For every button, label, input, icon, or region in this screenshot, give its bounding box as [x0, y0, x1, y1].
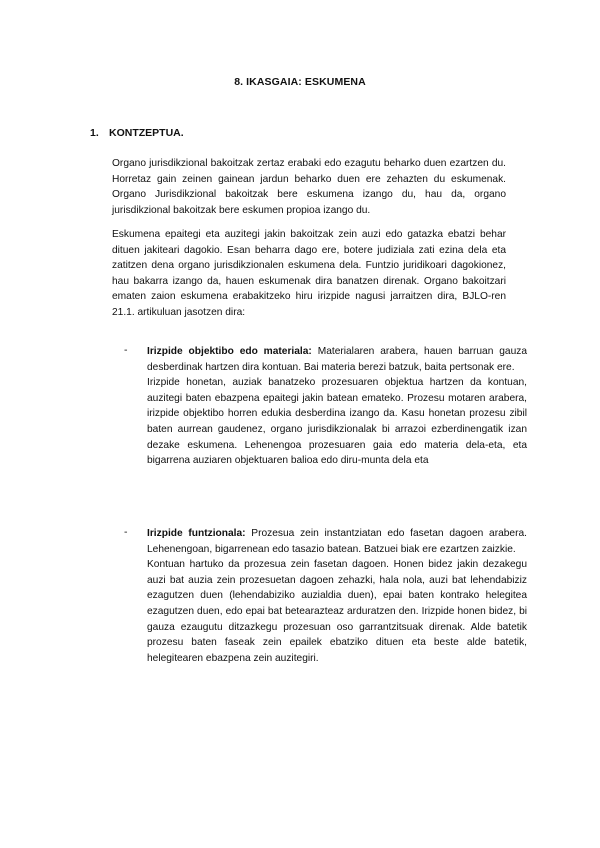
bullet-label: Irizpide funtzionala:: [147, 528, 246, 539]
document-title: 8. IKASGAIA: ESKUMENA: [234, 76, 366, 88]
bullet-detail: Irizpide honetan, auziak banatzeko prozesuaren objektua hartzen da kontuan, auzitegi baten ebazpena epaitegi jakin batean emateko. Prozesu motaren arabera, irizpide objektibo horren edukia desberdina izango da. Kasu honetan prozesu zibil baten aurrean gaudenez, organo jurisdikzionalak bi arrazoi ezberdinengatik izan dezake eskumena. Lehenengoa prozesuaren gaia edo materia dela-eta, eta bigarrena auziaren objektuaren balioa edo diru-munta dela eta: [147, 377, 527, 467]
bullet-item-functional-criterion: [147, 526, 527, 666]
bullet-detail: Kontuan hartuko da prozesua zein fasetan dagoen. Honen bidez jakin dezakegu auzi bat auzia zein prozesuetan dagoen zehazki, hala nola, auzi bat lehendabiziz ezagutzen duen (lehendabiziko auzialdia duen), epai baten kontrako helegitea ezagutzen duen, edo epai bat betearazteaz arduratzen den. Irizpide honen bidez, bi gauza ezaugutu ditzazkegu prozesuan oso garrantzitsuak direnak. Alde batetik prozesu baten faseak zein epailek ebatziko dituen eta beste alde batetik, helegitearen ebazpena zein auzitegiri.: [147, 559, 527, 664]
section-heading-text: KONTZEPTUA.: [109, 127, 184, 139]
bullet-marker: -: [124, 344, 128, 356]
section-heading: [90, 127, 184, 139]
section-number: 1.: [90, 127, 99, 139]
intro-paragraph-2: Eskumena epaitegi eta auzitegi jakin bakoitzak zein auzi edo gatazka ebatzi behar dituen jakiteari dagokio. Esan beharra dago ere, botere judiziala zati ezina dela eta zatitzen dena organo jurisdikzionalen eskumena dela. Funtzio juridikoari dagokionez, hau bakarra izango da, hauen eskumenak dira banatzen direnak. Organo bakoitzari ematen zaion eskumena erabakitzeko hiru irizpide nagusi jarraitzen dira, BJLO-ren 21.1. artikuluan jasotzen dira:: [112, 229, 506, 318]
bullet-marker: -: [124, 526, 128, 538]
bullet-item-objective-criterion: [147, 344, 527, 469]
bullet-label: Irizpide objektibo edo materiala:: [147, 346, 312, 357]
bullet-text: Materialaren arabera, hauen barruan gauza desberdinak hartzen dira kontuan. Bai materia berezi batzuk, baita pertsonak ere.: [147, 346, 527, 373]
bullet-text: Prozesua zein instantziatan edo fasetan dagoen arabera. Lehenengoan, bigarrenean edo tasazio batean. Batzuei biak ere ezartzen zaizkie.: [147, 528, 527, 555]
intro-paragraph-1: Organo jurisdikzional bakoitzak zertaz erabaki edo ezagutu beharko duen ezartzen du. Horretaz gain zeinen gainean jardun beharko duen ere zehazten du eskumenak. Organo Jurisdikzional bakoitzak bere eskumena izango du, hau da, organo jurisdikzional bakoitzak bere eskumen propioa izango du.: [112, 158, 506, 216]
